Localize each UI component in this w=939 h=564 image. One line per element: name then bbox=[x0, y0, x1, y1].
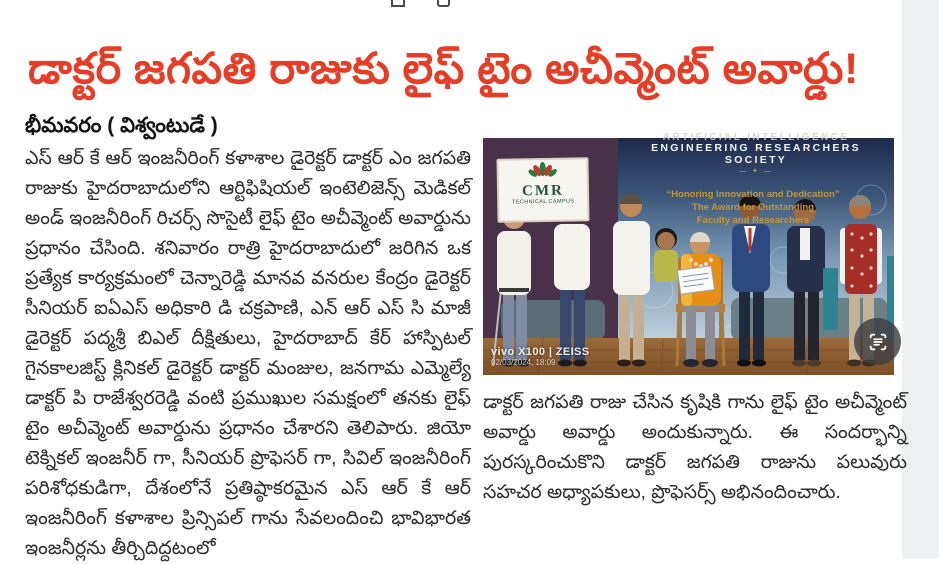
cmr-campus-sign bbox=[496, 157, 589, 223]
screen-taglines bbox=[633, 188, 873, 227]
watermark-datetime: 02/03/2024, 18:09 bbox=[491, 358, 556, 367]
clipped-ui-fragment bbox=[437, 0, 450, 7]
banner-line1: ARTIFICIAL INTELLIGENCE bbox=[662, 132, 850, 143]
article-body-right-column: డాక్టర్ జగపతి రాజు చేసిన కృషికి గాను లైఫ్ టైం అచీవ్మెంట్ అవార్డు అవార్డు అందుకున్నారు. ఈ సందర్భాన్ని పురస్కరించుకొని డాక్టర్ జగపతి రాజును పలువురు సహచర అధ్యాపకులు, ప్రొఫెసర్స్ అభినందించారు. bbox=[483, 392, 907, 503]
sign-name: CMR bbox=[521, 182, 565, 200]
banner-ornament: — ✦ — bbox=[739, 168, 773, 175]
tagline-2: The Award for Outstanding bbox=[692, 202, 814, 213]
lens-scan-button[interactable] bbox=[854, 318, 901, 365]
article-body-left-column: ఎస్ ఆర్ కే ఆర్ ఇంజనీరింగ్ కళాశాల డైరెక్టర్ డాక్టర్ ఎం జగపతి రాజుకు హైదరాబాదులోని ఆర్టిఫిషియల్ ఇంటెలిజెన్స్ మెడికల్ అండ్ ఇంజనీరింగ్ రిచర్స్ సొసైటీ లైఫ్ టైం అచీవ్మెంట్ అవార్డును ప్రధానం చేసింది. శనివారం రాత్రి హైదరాబాదులో జరిగిన ఒక ప్రత్యేక కార్యక్రమంలో చెన్నారెడ్డి మానవ వనరుల కేంద్రం డైరెక్టర్ సీనియర్ ఐఏఎస్ అధికారి డి చక్రపాణి, ఎన్ ఆర్ ఎస్ సి మాజీ డైరెక్టర్ పద్మశ్రీ బిఎల్ దీక్షితులు, హైదరాబాద్ కేర్ హాస్పిటల్ గైనకాలజిస్ట్ క్లినికల్ డైరెక్టర్ డాక్టర్ మంజుల, జనగామ ఎమ్మెల్యే డాక్టర్ పి రాజేశ్వరరెడ్డి వంటి ప్రముఖుల సమక్షంలో తనకు లైఫ్ టైం అచీవ్మెంట్ అవార్డును ప్రధానం చేశారని తెలిపారు. జియో టెక్నికల్ ఇంజనీర్ గా, సీనియర్ ప్రొఫెసర్ గా, సివిల్ ఇంజనీరింగ్ పరిశోధకుడిగా, దేశంలోనే ప్రతిష్ఠాకరమైన ఎస్ ఆర్ కే ఆర్ ఇంజనీరింగ్ కళాశాల ప్రిన్సిపల్ గాను సేవలందించి భావిభారత ఇంజనీర్లను తీర్చిదిద్దటంలో bbox=[25, 148, 471, 559]
sign-subtitle: TECHNICAL CAMPUS bbox=[511, 198, 575, 206]
clipped-ui-fragment bbox=[391, 0, 405, 7]
article-headline: డాక్టర్ జగపతి రాజుకు లైఫ్ టైం అచీవ్మెంట్ అవార్డు! bbox=[28, 45, 859, 93]
watermark-device: vivo X100 | ZEISS bbox=[491, 346, 590, 358]
cmr-lotus-logo-icon bbox=[527, 161, 557, 180]
award-ceremony-photo[interactable] bbox=[483, 132, 894, 375]
scan-text-icon bbox=[867, 331, 889, 353]
tagline-1: “Honoring Innovation and Dedication” bbox=[666, 189, 840, 200]
banner-line2: ENGINEERING RESEARCHERS SOCIETY bbox=[651, 142, 861, 166]
screen-banner bbox=[621, 132, 891, 175]
person-figure bbox=[654, 228, 678, 282]
article-dateline: భీమవరం ( విశ్వంటుడే ) bbox=[25, 114, 218, 137]
person-figure bbox=[823, 268, 838, 330]
tagline-3: Faculty and Researchers bbox=[696, 215, 810, 226]
camera-watermark bbox=[491, 346, 590, 367]
